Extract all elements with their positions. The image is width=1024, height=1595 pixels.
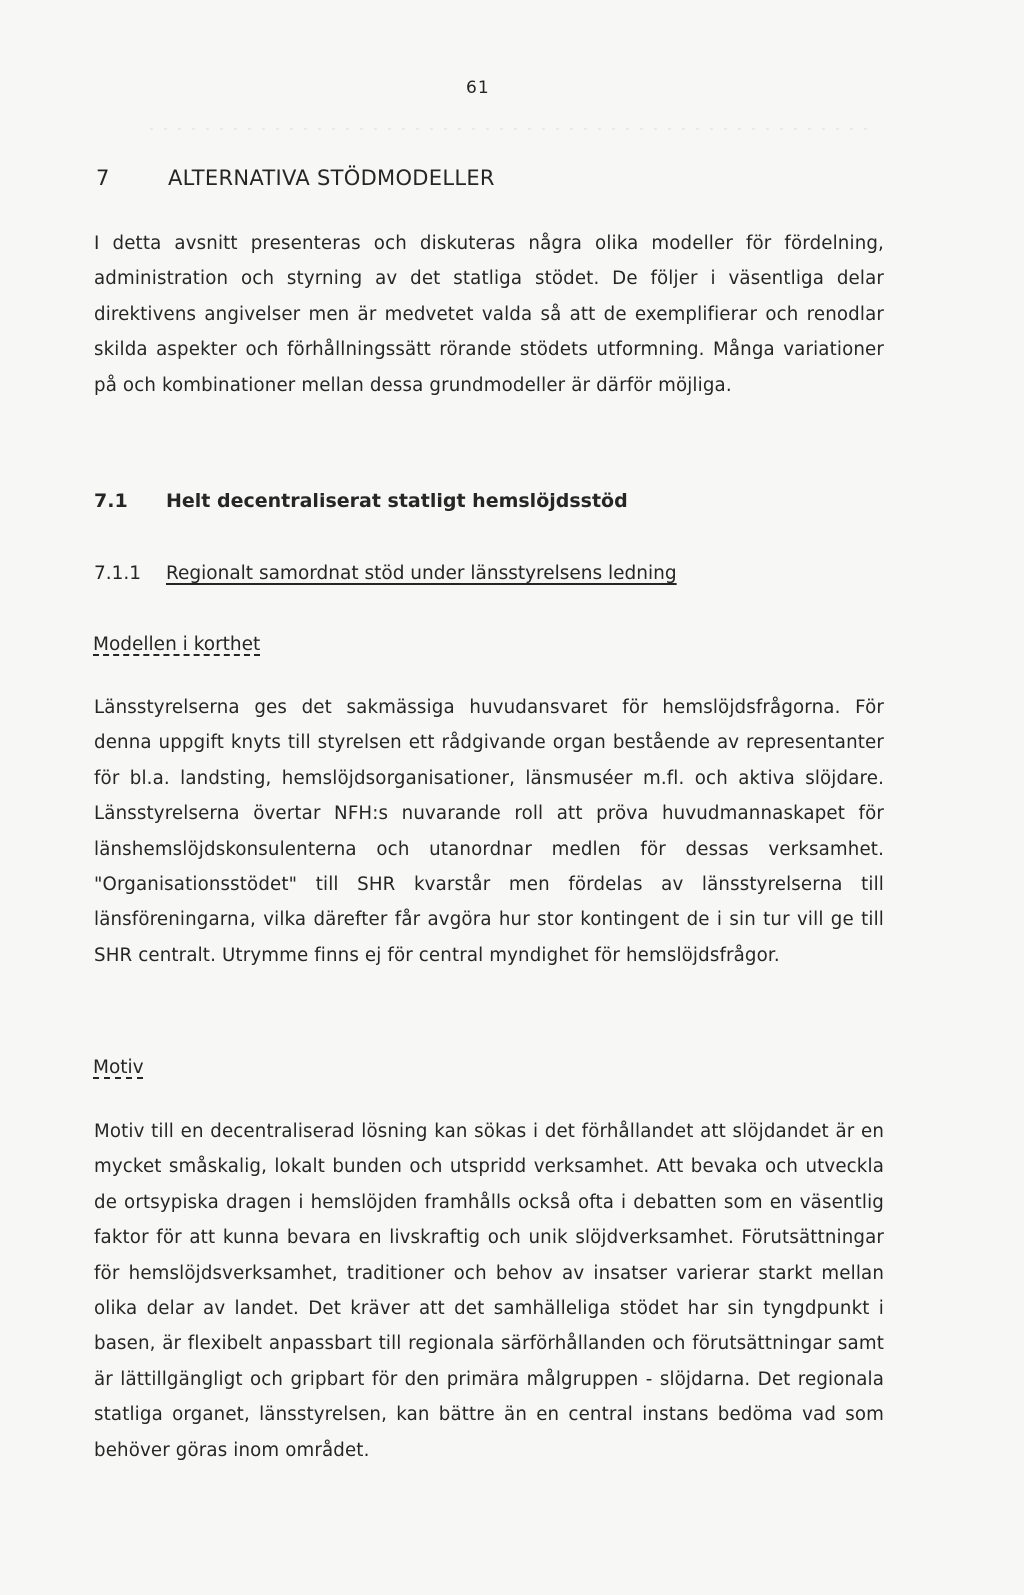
subsection-heading xyxy=(94,563,677,584)
section-heading xyxy=(94,490,628,512)
subsection-number: 7.1.1 xyxy=(94,563,142,584)
chapter-number: 7 xyxy=(96,166,110,190)
chapter-title: ALTERNATIVA STÖDMODELLER xyxy=(168,166,495,190)
intro-paragraph: I detta avsnitt presenteras och diskuteras några olika modeller för fördelning, administration och styrning av det statliga stödet. De följer i väsentliga delar direktivens angivelser men är medvetet valda så att de exemplifierar och renodlar skilda aspekter och förhållningssätt rörande stödets utformning. Många variationer på och kombinationer mellan dessa grundmodeller är därför möjliga. xyxy=(94,233,884,396)
model-paragraph: Länsstyrelserna ges det sakmässiga huvudansvaret för hemslöjdsfrågorna. För denna uppgift knyts till styrelsen ett rådgivande organ bestående av representanter för bl.a. landsting, hemslöjdsorganisationer, länsmuséer m.fl. och aktiva slöjdare. Länsstyrelserna övertar NFH:s nuvarande roll att pröva huvudmannaskapet för länshemslöjdskonsulenterna och utanordnar medlen för dessas verksamhet. "Organisationsstödet" till SHR kvarstår men fördelas av länsstyrelserna till länsföreningarna, vilka därefter får avgöra hur stor kontingent de i sin tur vill ge till SHR centralt. Utrymme finns ej för central myndighet för hemslöjdsfrågor. xyxy=(94,697,884,966)
motive-paragraph: Motiv till en decentraliserad lösning kan sökas i det förhållandet att slöjdandet är en mycket småskalig, lokalt bunden och utspridd verksamhet. Att bevaka och utveckla de ortsypiska dragen i hemslöjden framhålls också ofta i debatten som en väsentlig faktor för att kunna bevara en livskraftig och unik slöjdverksamhet. Förutsättningar för hemslöjdsverksamhet, traditioner och behov av insatser varierar starkt mellan olika delar av landet. Det kräver att det samhälleliga stödet har sin tyngdpunkt i basen, är flexibelt anpassbart till regionala särförhållanden och förutsättningar samt är lättillgängligt och gripbart för den primära målgruppen - slöjdarna. Det regionala statliga organet, länsstyrelsen, kan bättre än en central instans bedöma vad som behöver göras inom området. xyxy=(94,1121,884,1461)
page-number: 61 xyxy=(466,78,490,98)
scan-artifact xyxy=(150,128,870,130)
chapter-heading xyxy=(96,166,495,190)
subsection-title: Regionalt samordnat stöd under länsstyrelsens ledning xyxy=(166,563,677,584)
motive-heading: Motiv xyxy=(93,1057,144,1078)
section-title: Helt decentraliserat statligt hemslöjdsstöd xyxy=(166,490,628,512)
model-heading: Modellen i korthet xyxy=(93,634,261,655)
section-number: 7.1 xyxy=(94,490,128,512)
